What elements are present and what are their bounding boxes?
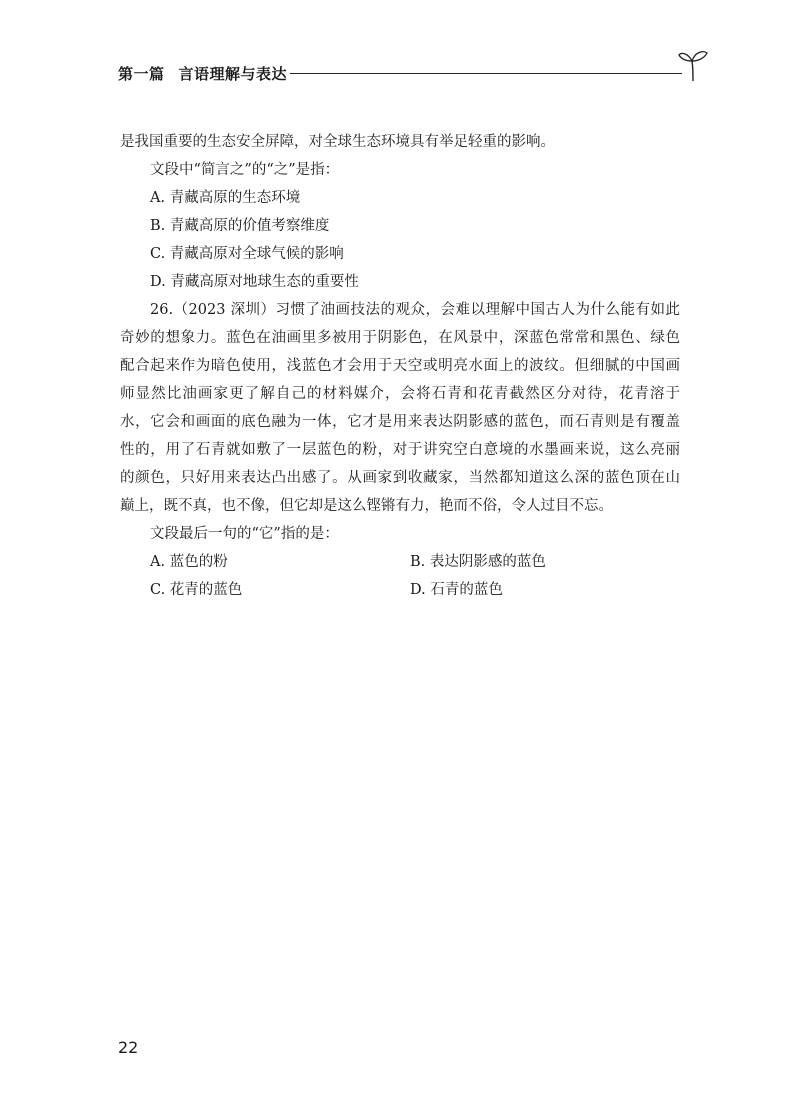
q25-tail: 是我国重要的生态安全屏障，对全球生态环境具有举足轻重的影响。: [120, 134, 555, 150]
q25-option-a: A. 青藏高原的生态环境: [150, 190, 301, 206]
q26-option-c: C. 花青的蓝色: [150, 582, 243, 598]
q25-prompt: 文段中“简言之”的“之”是指：: [150, 162, 340, 178]
q26-options-row-1: [120, 548, 680, 576]
q26-line: 性的，用了石青就如敷了一层蓝色的粉，对于讲究空白意境的水墨画来说，这么亮丽: [120, 442, 680, 458]
q26-options-row-2: [120, 576, 680, 604]
sprout-icon: [678, 47, 708, 83]
q26-option-d: D. 石青的蓝色: [410, 582, 503, 598]
q26-line: 26.（2023 深圳）习惯了油画技法的观众，会难以理解中国古人为什么能有如此: [150, 302, 680, 318]
q25-option-d: D. 青藏高原对地球生态的重要性: [150, 274, 359, 290]
header-section: 言语理解与表达: [178, 65, 288, 83]
running-header: [118, 57, 708, 87]
page-number: 22: [118, 1038, 139, 1057]
q26-line: 巅上，既不真，也不像，但它却是这么铿锵有力，艳而不俗，令人过目不忘。: [120, 498, 613, 514]
q26-option-b: B. 表达阴影感的蓝色: [410, 554, 546, 570]
q26-line: 水，它会和画面的底色融为一体，它才是用来表达阴影感的蓝色，而石青则是有覆盖: [120, 414, 680, 430]
q26-line: 师显然比油画家更了解自己的材料媒介，会将石青和花青截然区分对待，花青溶于: [120, 386, 680, 402]
q25-option-b: B. 青藏高原的价值考察维度: [150, 218, 330, 234]
q26-option-a: A. 蓝色的粉: [150, 554, 228, 570]
q26-line: 的颜色，只好用来表达凸出感了。从画家到收藏家，当然都知道这么深的蓝色顶在山: [120, 470, 680, 486]
q25-option-c: C. 青藏高原对全球气候的影响: [150, 246, 344, 262]
header-text: [118, 63, 287, 84]
q26-passage: [120, 296, 680, 520]
page-content: [120, 128, 680, 604]
header-part: 第一篇: [118, 65, 165, 83]
q26-prompt: 文段最后一句的“它”指的是：: [150, 526, 339, 542]
q26-line: 奇妙的想象力。蓝色在油画里多被用于阴影色，在风景中，深蓝色常常和黑色、绿色: [120, 330, 680, 346]
header-rule: [290, 73, 682, 74]
q26-line: 配合起来作为暗色使用，浅蓝色才会用于天空或明亮水面上的波纹。但细腻的中国画: [120, 358, 680, 374]
